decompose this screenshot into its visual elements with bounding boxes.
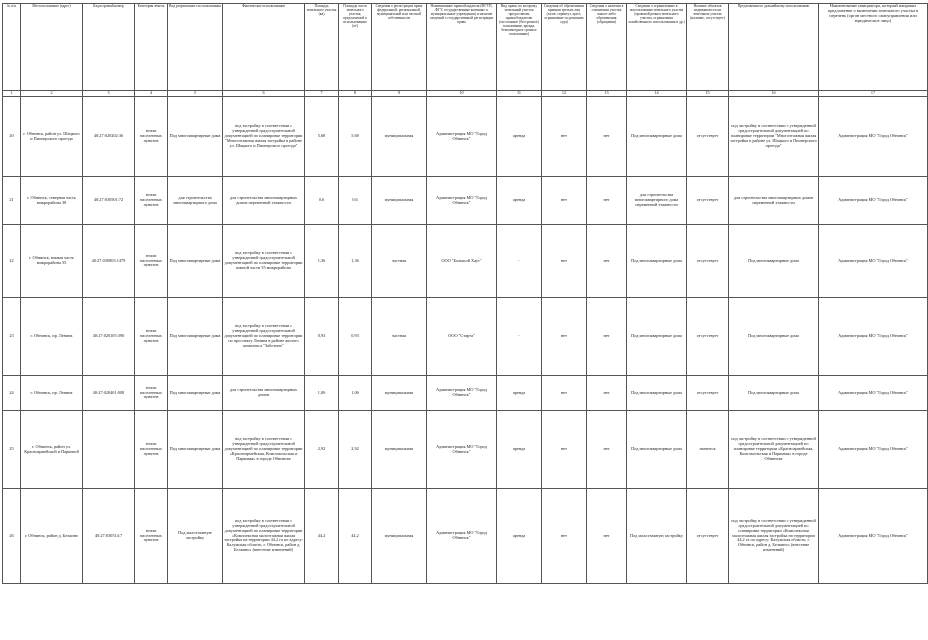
- table-row: [3, 376, 928, 411]
- cell-area: 5,68: [305, 97, 339, 177]
- cell-num: 22: [3, 225, 21, 298]
- cell-ownership: муниципальная: [372, 411, 427, 489]
- header-proposal: Предложения по дальнейшему использованию: [729, 4, 819, 91]
- cell-part-area: 1,06: [339, 376, 372, 411]
- cell-burden: нет: [587, 376, 627, 411]
- header-permitted-use: Вид разрешенного использования: [168, 4, 223, 91]
- header-area: Площадь земельного участка (кв): [305, 4, 339, 91]
- cell-actual-use: под застройку в соответствии с утвержденной градостроительной документацией по планировке территории «Комплексная малоэтажная жилая застройка на территории 44,2 га по адресу: Калужская область, г. Обнинск, район д. Белкино» (внесение изменений): [223, 489, 305, 584]
- cell-area: 1,06: [305, 376, 339, 411]
- cell-permitted-use: Под многоквартирные дома: [168, 411, 223, 489]
- cell-initiator: Администрация МО "Город Обнинск": [819, 411, 928, 489]
- cell-real-estate: отсутствует: [687, 298, 729, 376]
- table-row: [3, 489, 928, 584]
- cell-category: земли населенных пунктов: [135, 376, 168, 411]
- cell-holder: Администрация МО "Город Обнинск": [427, 177, 497, 225]
- cell-burden: нет: [587, 411, 627, 489]
- header-address: Местоположение (адрес): [21, 4, 83, 91]
- cell-category: земли населенных пунктов: [135, 411, 168, 489]
- column-number: 3: [83, 91, 135, 97]
- table-row: [3, 225, 928, 298]
- cell-proposal: под застройку в соответствии с утвержденной градостроительной документацией по планировке территории «Красноармейская, Комсомольская и Парковая» в городе Обнинске: [729, 411, 819, 489]
- cell-proposal: Под многоквартирные дома: [729, 298, 819, 376]
- header-part-area: Площадь части земельного участка, предлагаемой к использованию (м²): [339, 4, 372, 91]
- cell-ownership: муниципальная: [372, 177, 427, 225]
- cell-num: 20: [3, 97, 21, 177]
- cell-cadastral: 40:27:020105:390: [83, 298, 135, 376]
- column-number: 17: [819, 91, 928, 97]
- cell-real-estate: отсутствует: [687, 225, 729, 298]
- cell-real-estate: отсутствует: [687, 97, 729, 177]
- cell-actual-use: для строительства многоквартирных домов переменной этажности: [223, 177, 305, 225]
- cell-address: г. Обнинск, пр. Ленина: [21, 376, 83, 411]
- header-num: № п/п: [3, 4, 21, 91]
- cell-encumbrance: нет: [542, 177, 587, 225]
- cell-part-area: 2,92: [339, 411, 372, 489]
- cell-initiator: Администрация МО "Город Обнинск": [819, 376, 928, 411]
- cell-cadastral: 40:27:030501:72: [83, 177, 135, 225]
- header-restrictions: Сведения о ограничениях в использовании земельного участка (правовой режим земельного участка, ограничения хозяйственного использования и др.): [627, 4, 687, 91]
- cell-address: г. Обнинск, пр. Ленина: [21, 298, 83, 376]
- column-number: 6: [223, 91, 305, 97]
- column-number: 11: [497, 91, 542, 97]
- cell-ownership: муниципальная: [372, 97, 427, 177]
- column-number: 9: [372, 91, 427, 97]
- cell-initiator: Администрация МО "Город Обнинск": [819, 298, 928, 376]
- cell-burden: нет: [587, 97, 627, 177]
- cell-num: 25: [3, 411, 21, 489]
- header-ownership: Сведения о регистрации права федеральной, региональной, муниципальной или частной собственности: [372, 4, 427, 91]
- cell-right-type: аренда: [497, 97, 542, 177]
- header-category: Категория земель: [135, 4, 168, 91]
- cell-right-type: -: [497, 225, 542, 298]
- header-cadastral: Кадастровый номер: [83, 4, 135, 91]
- cell-cadastral: 40:27:030514:7: [83, 489, 135, 584]
- cell-restrictions: Под многоквартирные дома: [627, 298, 687, 376]
- column-number: 2: [21, 91, 83, 97]
- cell-ownership: муниципальная: [372, 489, 427, 584]
- cell-real-estate: отсутствует: [687, 376, 729, 411]
- table-row: [3, 411, 928, 489]
- cell-permitted-use: для строительства многоквартирного дома: [168, 177, 223, 225]
- cell-actual-use: для строительства многоквартирных домов: [223, 376, 305, 411]
- cell-part-area: 1,36: [339, 225, 372, 298]
- column-number: 7: [305, 91, 339, 97]
- cell-part-area: 44,2: [339, 489, 372, 584]
- cell-proposal: под застройку в соответствии с утвержденной градостроительной документацией по планировке территории «Комплексная малоэтажная жилая застройка на территории 44,2 га по адресу: Калужская область, г. Обнинск, район д. Белкино» (внесение изменений): [729, 489, 819, 584]
- cell-permitted-use: Под многоквартирные дома: [168, 225, 223, 298]
- cell-restrictions: Под малоэтажную застройку: [627, 489, 687, 584]
- cell-area: 0,6: [305, 177, 339, 225]
- cell-address: г. Обнинск, район ул. Шацкого и Пионерского проезда: [21, 97, 83, 177]
- cell-right-type: аренда: [497, 411, 542, 489]
- column-number: 15: [687, 91, 729, 97]
- cell-burden: нет: [587, 489, 627, 584]
- header-row: [3, 4, 928, 91]
- cell-address: г. Обнинск, южная часть микрорайона 55: [21, 225, 83, 298]
- cell-encumbrance: нет: [542, 97, 587, 177]
- column-number: 4: [135, 91, 168, 97]
- cell-area: 1,36: [305, 225, 339, 298]
- cell-real-estate: отсутствует: [687, 489, 729, 584]
- cell-restrictions: для строительства многоквартирного дома переменной этажности: [627, 177, 687, 225]
- cell-real-estate: отсутствует: [687, 177, 729, 225]
- cell-holder: Администрация МО "Город Обнинск": [427, 411, 497, 489]
- column-number: 5: [168, 91, 223, 97]
- cell-initiator: Администрация МО "Город Обнинск": [819, 177, 928, 225]
- cell-holder: Администрация МО "Город Обнинск": [427, 489, 497, 584]
- cell-part-area: 0,93: [339, 298, 372, 376]
- cell-right-type: аренда: [497, 376, 542, 411]
- cell-actual-use: под застройку в соответствии с утвержденной градостроительной документацией по планировке территории по проспекту Ленина в районе жилого комплекса "Заботино": [223, 298, 305, 376]
- cell-encumbrance: нет: [542, 298, 587, 376]
- column-number: 10: [427, 91, 497, 97]
- cell-category: земли населенных пунктов: [135, 298, 168, 376]
- cell-address: г. Обнинск, северная часть микрорайона 38: [21, 177, 83, 225]
- cell-actual-use: под застройку в соответствии с утвержденной градостроительной документацией по планировке территории "Многоэтажная жилая застройка в районе ул. Шацкого и Пионерского проезда": [223, 97, 305, 177]
- land-plots-register-table: [2, 3, 928, 584]
- cell-num: 26: [3, 489, 21, 584]
- cell-permitted-use: Под многоквартирные дома: [168, 376, 223, 411]
- cell-cadastral: 40:27:020401:008: [83, 376, 135, 411]
- column-number: 12: [542, 91, 587, 97]
- cell-encumbrance: нет: [542, 411, 587, 489]
- cell-actual-use: под застройку в соответствии с утвержденной градостроительной документацией по планировке территории южной части 55 микрорайона: [223, 225, 305, 298]
- cell-proposal: Под многоквартирные дома: [729, 376, 819, 411]
- header-real-estate: Наличие объектов недвижимости на земельном участке (наличие, отсутствует): [687, 4, 729, 91]
- cell-part-area: 0,6: [339, 177, 372, 225]
- header-actual-use: Фактическое использование: [223, 4, 305, 91]
- cell-proposal: под застройку в соответствии с утвержденной градостроительной документацией по планировке территории "Многоэтажная жилая застройка в районе ул. Шацкого и Пионерского проезда": [729, 97, 819, 177]
- cell-area: 0,93: [305, 298, 339, 376]
- cell-address: г. Обнинск, район д. Белкино: [21, 489, 83, 584]
- cell-area: 44,2: [305, 489, 339, 584]
- cell-ownership: частная: [372, 298, 427, 376]
- cell-category: земли населенных пунктов: [135, 225, 168, 298]
- cell-restrictions: Под многоквартирные дома: [627, 97, 687, 177]
- cell-encumbrance: нет: [542, 225, 587, 298]
- cell-permitted-use: Под малоэтажную застройку: [168, 489, 223, 584]
- table-row: [3, 177, 928, 225]
- cell-restrictions: Под многоквартирные дома: [627, 225, 687, 298]
- cell-burden: нет: [587, 177, 627, 225]
- table-row: [3, 97, 928, 177]
- cell-permitted-use: Под многоквартирные дома: [168, 298, 223, 376]
- column-number: 16: [729, 91, 819, 97]
- cell-category: земли населенных пунктов: [135, 177, 168, 225]
- cell-initiator: Администрация МО "Город Обнинск": [819, 489, 928, 584]
- cell-category: земли населенных пунктов: [135, 489, 168, 584]
- cell-cadastral: 40:27:020202:36: [83, 97, 135, 177]
- cell-ownership: муниципальная: [372, 376, 427, 411]
- cell-ownership: частная: [372, 225, 427, 298]
- cell-burden: нет: [587, 225, 627, 298]
- column-number: 1: [3, 91, 21, 97]
- column-number: 13: [587, 91, 627, 97]
- header-burden: Сведения о наличии в отношении участка какого-либо обременения (обращения): [587, 4, 627, 91]
- cell-encumbrance: нет: [542, 489, 587, 584]
- cell-encumbrance: нет: [542, 376, 587, 411]
- header-encumbrance: Сведения об обременении правами третьих лиц (залог, сервитут, арест, ограничение по решению суда): [542, 4, 587, 91]
- cell-cadastral: [83, 411, 135, 489]
- cell-restrictions: Под многоквартирные дома: [627, 411, 687, 489]
- header-right-type: Вид права, по которому земельный участок предоставлен правообладателю (постоянное (бессрочное) пользование, аренда, безвозмездное срочное пользование): [497, 4, 542, 91]
- cell-actual-use: под застройку в соответствии с утвержденной градостроительной документацией по планировке территории «Красноармейская, Комсомольская и Парковая» в городе Обнинске: [223, 411, 305, 489]
- cell-holder: ООО "Большой Хаус": [427, 225, 497, 298]
- cell-holder: ООО "Старта": [427, 298, 497, 376]
- cell-cadastral: 40:27:030803:1479: [83, 225, 135, 298]
- header-initiator: Наименование инициатора, который направил предложение о включении земельного участка в перечень (орган местного самоуправления или юридическое лицо): [819, 4, 928, 91]
- cell-proposal: Под многоквартирные дома: [729, 225, 819, 298]
- cell-holder: Администрация МО "Город Обнинск": [427, 376, 497, 411]
- cell-burden: нет: [587, 298, 627, 376]
- cell-address: г. Обнинск, район ул. Красноармейской и Парковой: [21, 411, 83, 489]
- cell-num: 24: [3, 376, 21, 411]
- column-number: 14: [627, 91, 687, 97]
- cell-right-type: аренда: [497, 177, 542, 225]
- cell-num: 21: [3, 177, 21, 225]
- cell-restrictions: Под многоквартирные дома: [627, 376, 687, 411]
- header-holder: Наименование правообладателя (ФГУП, ФГУ, государственные казенные и муниципальные учреждения) и наличие сведений о государственной регистрации права: [427, 4, 497, 91]
- cell-initiator: Администрация МО "Город Обнинск": [819, 225, 928, 298]
- cell-num: 23: [3, 298, 21, 376]
- cell-proposal: для строительства многоквартирных домов переменной этажности: [729, 177, 819, 225]
- cell-initiator: Администрация МО "Город Обнинск": [819, 97, 928, 177]
- cell-right-type: аренда: [497, 489, 542, 584]
- cell-real-estate: имеются: [687, 411, 729, 489]
- cell-part-area: 5,68: [339, 97, 372, 177]
- cell-category: земли населенных пунктов: [135, 97, 168, 177]
- cell-holder: Администрация МО "Город Обнинск": [427, 97, 497, 177]
- cell-permitted-use: Под многоквартирные дома: [168, 97, 223, 177]
- cell-area: 2,92: [305, 411, 339, 489]
- column-number: 8: [339, 91, 372, 97]
- cell-right-type: -: [497, 298, 542, 376]
- table-row: [3, 298, 928, 376]
